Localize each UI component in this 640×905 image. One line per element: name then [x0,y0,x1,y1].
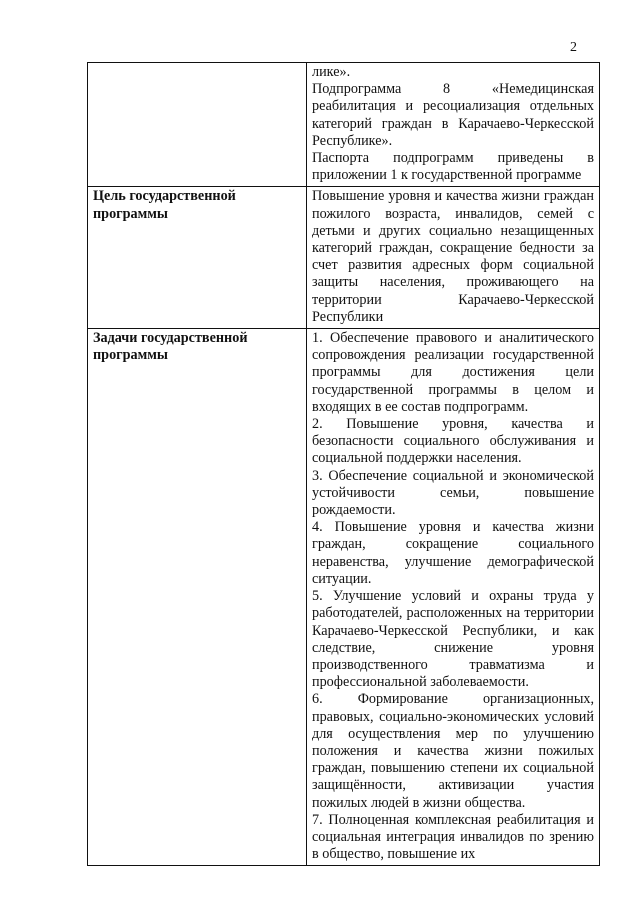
table-row-program-goal [88,187,600,329]
paragraph: Паспорта подпрограмм приведены в приложении 1 к государственной программе [312,150,594,184]
paragraph: 6. Формирование организационных, правовых, социально-экономических условий для осуществления мер по улучшению положения и качества жизни пожилых граждан, повышению степени их социальной защищённости, активизации участия пожилых людей в жизни общества. [312,691,594,811]
table-row-subprograms [88,63,600,187]
row-content [307,329,600,866]
paragraph: лике». [312,64,351,80]
row-content [307,63,600,187]
paragraph: 3. Обеспечение социальной и экономической устойчивости семьи, повышение рождаемости. [312,467,594,519]
paragraph: 1. Обеспечение правового и аналитического сопровождения реализации государственной программы для достижения цели государственной программы в целом и входящих в ее состав подпрограмм. [312,330,594,415]
row-label: Цель государственной программы [88,187,307,329]
paragraph: 5. Улучшение условий и охраны труда у работодателей, расположенных на территории Карачаево-Черкесской Республики, и как следствие, снижение уровня производственного травматизма и профессиональной заболеваемости. [312,588,594,691]
paragraph: Подпрограмма 8 «Немедицинская реабилитация и ресоциализация отдельных категорий граждан в Карачаево-Черкесской Республике». [312,81,594,149]
paragraph: Повышение уровня и качества жизни граждан пожилого возраста, инвалидов, семей с детьми и других социально незащищенных категорий граждан, сокращение бедности за счет развития адресных форм социальной защиты населения, проживающего на территории Карачаево-Черкесской Республики [312,188,594,325]
page-number: 2 [570,40,577,55]
row-content [307,187,600,329]
table-row-program-tasks [88,329,600,866]
row-label: Задачи государственной программы [88,329,307,866]
paragraph: 4. Повышение уровня и качества жизни граждан, сокращение социального неравенства, улучшение демографической ситуации. [312,519,594,587]
paragraph: 7. Полноценная комплексная реабилитация и социальная интеграция инвалидов по зрению в общество, повышение их [312,811,594,863]
program-passport-table [87,62,600,866]
row-label [88,63,307,187]
paragraph: 2. Повышение уровня, качества и безопасности социального обслуживания и социальной поддержки населения. [312,416,594,467]
